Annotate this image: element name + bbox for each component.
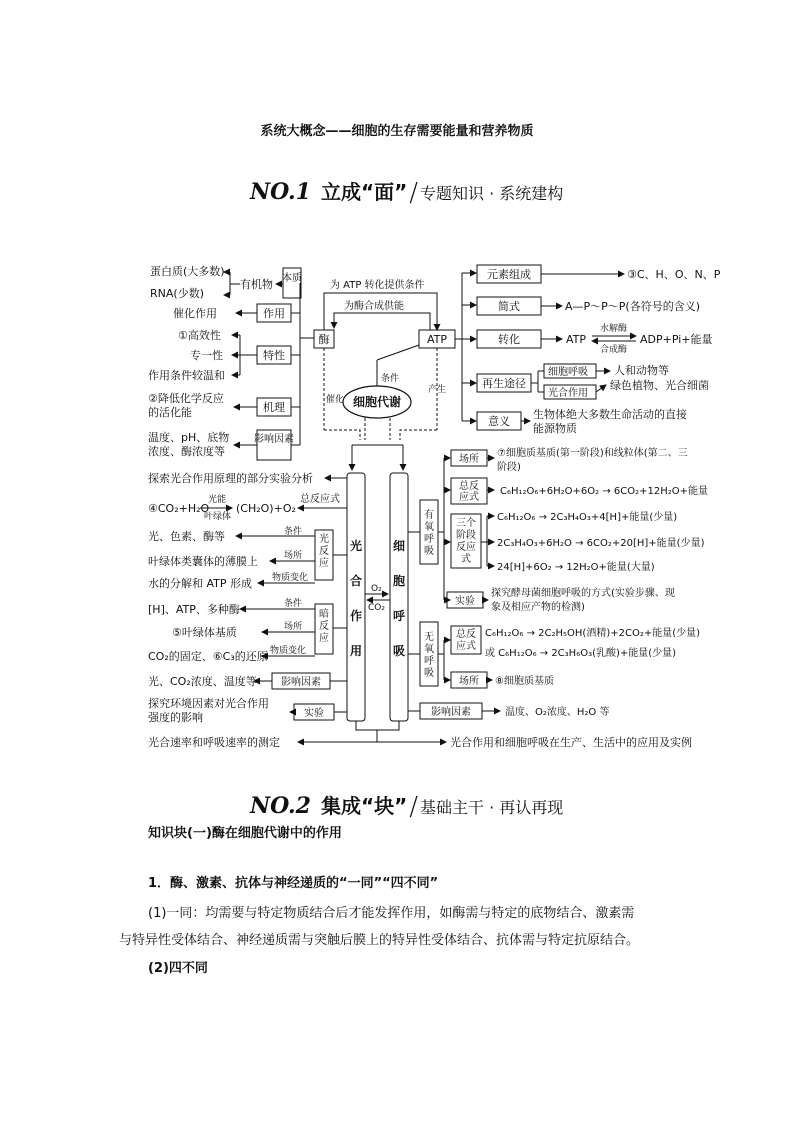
light-cond-tag: 条件 [284, 527, 303, 537]
factors-box: 影响因素 [254, 434, 294, 445]
conversion-bottom: 合成酶 [600, 345, 628, 355]
resp-col-3: 呼 [392, 609, 406, 623]
resp-exp-box: 实验 [455, 596, 475, 607]
section-1-title: 立成“面” [320, 180, 408, 204]
photo-exp-line-2: 强度的影响 [148, 711, 203, 724]
paragraph-2: (2)四不同 [148, 961, 208, 976]
specific-label: 专一性 [190, 349, 223, 362]
aerobic-site-line-1: ⑦细胞质基质(第一阶段)和线粒体(第二、三 [497, 448, 688, 459]
conversion-top: 水解酶 [600, 324, 628, 334]
anaerobic-eq-1: C₆H₁₂O₆ → 2C₂H₅OH(酒精)+2CO₂+能量(少量) [485, 628, 701, 639]
explore-photo: 探索光合作用原理的部分实验分析 [148, 472, 313, 485]
efficient-label: ①高效性 [178, 329, 221, 342]
section-2-header: NO.2 集成“块”/ 基础主干 · 再认再现 [250, 792, 564, 822]
atp-box: ATP [426, 333, 448, 346]
photo-total-label: 总反应式 [300, 494, 340, 505]
rate-measure: 光合速率和呼吸速率的测定 [148, 736, 280, 749]
paragraph-1-line-1: (1)一同：均需要与特定物质结合后才能发挥作用，如酶需与特定的底物结合、激素需 [148, 906, 635, 921]
enzyme-box: 酶 [318, 333, 330, 346]
dark-cond-tag: 条件 [284, 599, 303, 609]
anaerobic-box: 无氧呼吸 [424, 632, 434, 679]
section-2-title: 集成“块” [320, 794, 408, 818]
o2-label: O₂ [371, 584, 382, 594]
meaning-box: 意义 [488, 415, 510, 428]
mild-label: 作用条件较温和 [148, 369, 225, 382]
formula-box: 简式 [498, 300, 520, 313]
dark-mat-tag: 物质变化 [270, 646, 307, 656]
nature-box: 本质 [282, 273, 302, 284]
section-1-subtitle: 专题知识 · 系统建构 [420, 184, 564, 203]
dark-reaction-box: 暗反应 [319, 609, 329, 644]
organic-label: 有机物 [240, 278, 273, 291]
document-title: 系统大概念——细胞的生存需要能量和营养物质 [260, 124, 534, 139]
section-1-header: NO.1 立成“面”/ 专题知识 · 系统建构 [250, 178, 564, 208]
dark-site: ⑤叶绿体基质 [172, 626, 237, 639]
photo-factor-box: 影响因素 [281, 677, 321, 688]
stage-2: 2C₃H₄O₃+6H₂O → 6CO₂+20[H]+能量(少量) [497, 538, 705, 549]
energy-for-enzyme-label: 为酶合成供能 [344, 301, 404, 312]
anaerobic-site-value: ⑧细胞质基质 [495, 676, 554, 687]
photo-col-1: 光 [349, 539, 363, 553]
factor-line-1: 温度、pH、底物 [148, 431, 230, 444]
paragraph-1-line-2: 与特异性受体结合、神经递质需与突触后膜上的特异性受体结合、抗体需与特定抗原结合。 [119, 933, 640, 948]
photo-eq-right: (CH₂O)+O₂ [236, 502, 296, 515]
aerobic-site-box: 场所 [459, 454, 479, 465]
resp-col-4: 吸 [392, 644, 406, 658]
aerobic-site-line-2: 阶段) [497, 462, 521, 473]
aerobic-box: 有氧呼吸 [424, 510, 434, 557]
rna-label: RNA(少数) [150, 287, 204, 300]
regen-photosynthesis: 光合作用 [548, 388, 588, 399]
regen-result-1: 人和动物等 [614, 364, 669, 377]
photo-col-4: 用 [349, 644, 363, 658]
resp-factor-box: 影响因素 [431, 707, 471, 718]
aerobic-total-box: 总反应式 [459, 481, 479, 503]
photo-col-2: 合 [349, 574, 363, 588]
resp-factor-value: 温度、O₂浓度、H₂O 等 [505, 707, 610, 718]
catalysis-label: 催化 [326, 395, 345, 405]
dark-cond: [H]、ATP、多种酶 [148, 603, 240, 616]
conversion-right: ADP+Pi+能量 [640, 333, 713, 346]
elements-box: 元素组成 [487, 268, 531, 281]
function-box: 作用 [263, 307, 285, 320]
regen-respiration: 细胞呼吸 [548, 367, 588, 378]
resp-col-1: 细 [392, 539, 406, 553]
catalyze-label: 催化作用 [173, 307, 217, 320]
conversion-left: ATP [566, 333, 587, 346]
formula-value: A—P～P～P(各符号的含义) [565, 300, 701, 313]
conversion-box: 转化 [498, 333, 520, 346]
section-2-subtitle: 基础主干 · 再认再现 [420, 798, 564, 817]
resp-exp-line-2: 象及相应产物的检测) [491, 602, 585, 613]
produce-label: 产生 [428, 385, 447, 395]
point-heading: 1．酶、激素、抗体与神经递质的“一同”“四不同” [148, 876, 439, 891]
meaning-line-2: 能源物质 [533, 422, 577, 435]
stage-1: C₆H₁₂O₆ → 2C₃H₄O₃+4[H]+能量(少量) [497, 512, 678, 523]
co2-label: CO₂ [368, 603, 385, 613]
photo-eq-left: ④CO₂+H₂O [148, 502, 210, 515]
photo-exp-box: 实验 [304, 708, 324, 719]
anaerobic-site-box: 场所 [459, 676, 479, 687]
photo-col-3: 作 [349, 609, 363, 623]
regen-result-2: 绿色植物、光合细菌 [610, 379, 709, 392]
anaerobic-total-box: 总反应式 [456, 629, 476, 652]
photo-eq-bottom: 叶绿体 [204, 512, 232, 522]
photo-eq-top: 光能 [208, 495, 227, 505]
protein-label: 蛋白质(大多数) [150, 265, 225, 278]
light-cond: 光、色素、酶等 [148, 530, 225, 543]
aerobic-total-value: C₆H₁₂O₆+6H₂O+6O₂ → 6CO₂+12H₂O+能量 [500, 486, 709, 497]
mechanism-line-2: 的活化能 [148, 406, 192, 419]
resp-exp-line-1: 探究酵母菌细胞呼吸的方式(实验步骤、现 [491, 588, 675, 599]
factor-line-2: 浓度、酶浓度等 [148, 445, 225, 458]
condition-label: 条件 [381, 374, 400, 384]
light-site-tag: 场所 [284, 551, 303, 561]
dark-site-tag: 场所 [284, 622, 303, 632]
elements-value: ③C、H、O、N、P [627, 268, 721, 281]
regen-box: 再生途径 [482, 377, 526, 390]
applications: 光合作用和细胞呼吸在生产、生活中的应用及实例 [450, 736, 692, 749]
section-2-number: NO.2 [250, 793, 311, 819]
mechanism-box: 机理 [263, 401, 285, 414]
light-mat: 水的分解和 ATP 形成 [148, 577, 253, 590]
three-stage-box: 三个阶段反应式 [456, 518, 476, 565]
atp-condition-label: 为 ATP 转化提供条件 [330, 280, 425, 291]
anaerobic-eq-2: 或 C₆H₁₂O₆ → 2C₃H₆O₃(乳酸)+能量(少量) [485, 648, 677, 659]
photo-exp-line-1: 探究环境因素对光合作用 [148, 697, 269, 710]
dark-mat: CO₂的固定、⑥C₃的还原 [148, 650, 268, 663]
stage-3: 24[H]+6O₂ → 12H₂O+能量(大量) [497, 562, 655, 573]
light-site: 叶绿体类囊体的薄膜上 [148, 555, 258, 568]
mechanism-line-1: ②降低化学反应 [148, 392, 224, 405]
light-reaction-box: 光反应 [319, 534, 329, 569]
center-node: 细胞代谢 [352, 395, 402, 409]
section-1-number: NO.1 [250, 179, 311, 205]
block-heading: 知识块(一)酶在细胞代谢中的作用 [148, 826, 342, 841]
photo-factor-list: 光、CO₂浓度、温度等 [148, 675, 257, 688]
light-mat-tag: 物质变化 [272, 573, 309, 583]
meaning-line-1: 生物体绝大多数生命活动的直接 [533, 408, 687, 421]
traits-box: 特性 [263, 349, 285, 362]
resp-col-2: 胞 [392, 574, 406, 588]
